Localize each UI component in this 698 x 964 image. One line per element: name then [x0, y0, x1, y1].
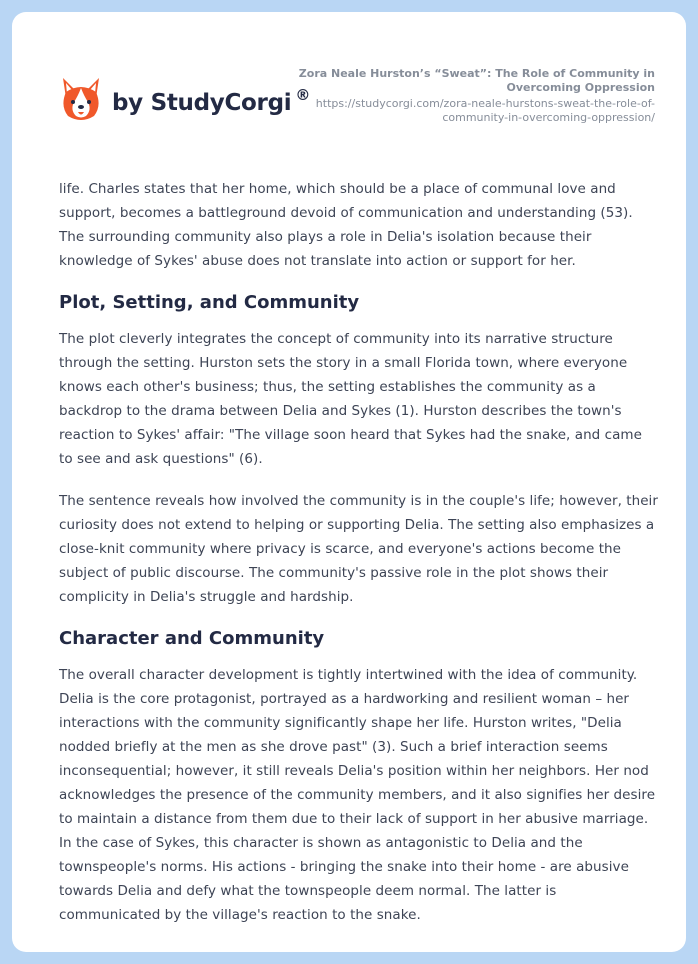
document-title: Zora Neale Hurston’s “Sweat”: The Role of Community in Overcoming Oppression	[298, 67, 655, 94]
studycorgi-logo[interactable]	[60, 76, 310, 122]
paragraph: The sentence reveals how involved the community is in the couple's life; however, their curiosity does not extend to helping or supporting Delia. The setting also emphasizes a close-knit community where privacy is scarce, and everyone's actions become the subject of public discourse. The community's passive role in the plot shows their complicity in Delia's struggle and hardship.	[59, 493, 658, 605]
registered-mark: ®	[295, 86, 311, 104]
paragraph: The plot cleverly integrates the concept of community into its narrative structure through the setting. Hurston sets the story in a small Florida town, where everyone knows each other's business; thus, the setting establishes the community as a backdrop to the drama between Delia and Sykes (1). Hurston describes the town's reaction to Sykes' affair: "The village soon heard that Sykes had the snake, and came to see and ask questions" (6).	[59, 331, 642, 467]
paragraph: The overall character development is tightly intertwined with the idea of community. Delia is the core protagonist, portrayed as a hardworking and resilient woman – her interactions with the community significantly shape her life. Hurston writes, "Delia nodded briefly at the men as she drove past" (3). Such a brief interaction seems inconsequential; however, it still reveals Delia's position within her neighbors. Her nod acknowledges the presence of the community members, and it also signifies her desire to maintain a distance from them due to their lack of support in her abusive marriage. In the case of Sykes, this character is shown as antagonistic to Delia and the townspeople's norms. His actions - bringing the snake into their home - are abusive towards Delia and defy what the townspeople deem normal. The latter is communicated by the village's reaction to the snake.	[59, 667, 656, 923]
document-page	[12, 12, 686, 952]
intro-paragraph: life. Charles states that her home, which should be a place of communal love and support, becomes a battleground devoid of communication and understanding (53). The surrounding community also plays a role in Delia's isolation because their knowledge of Sykes' abuse does not translate into action or support for her.	[59, 181, 633, 269]
article-content	[59, 177, 659, 927]
brand-name: by StudyCorgi	[112, 90, 292, 116]
section-heading-character: Character and Community	[59, 628, 325, 649]
document-header	[295, 67, 655, 125]
corgi-icon	[60, 76, 102, 122]
document-url[interactable]: https://studycorgi.com/zora-neale-hurstons-sweat-the-role-of-community-in-overcoming-oppression/	[315, 97, 655, 124]
section-heading-plot: Plot, Setting, and Community	[59, 292, 360, 313]
